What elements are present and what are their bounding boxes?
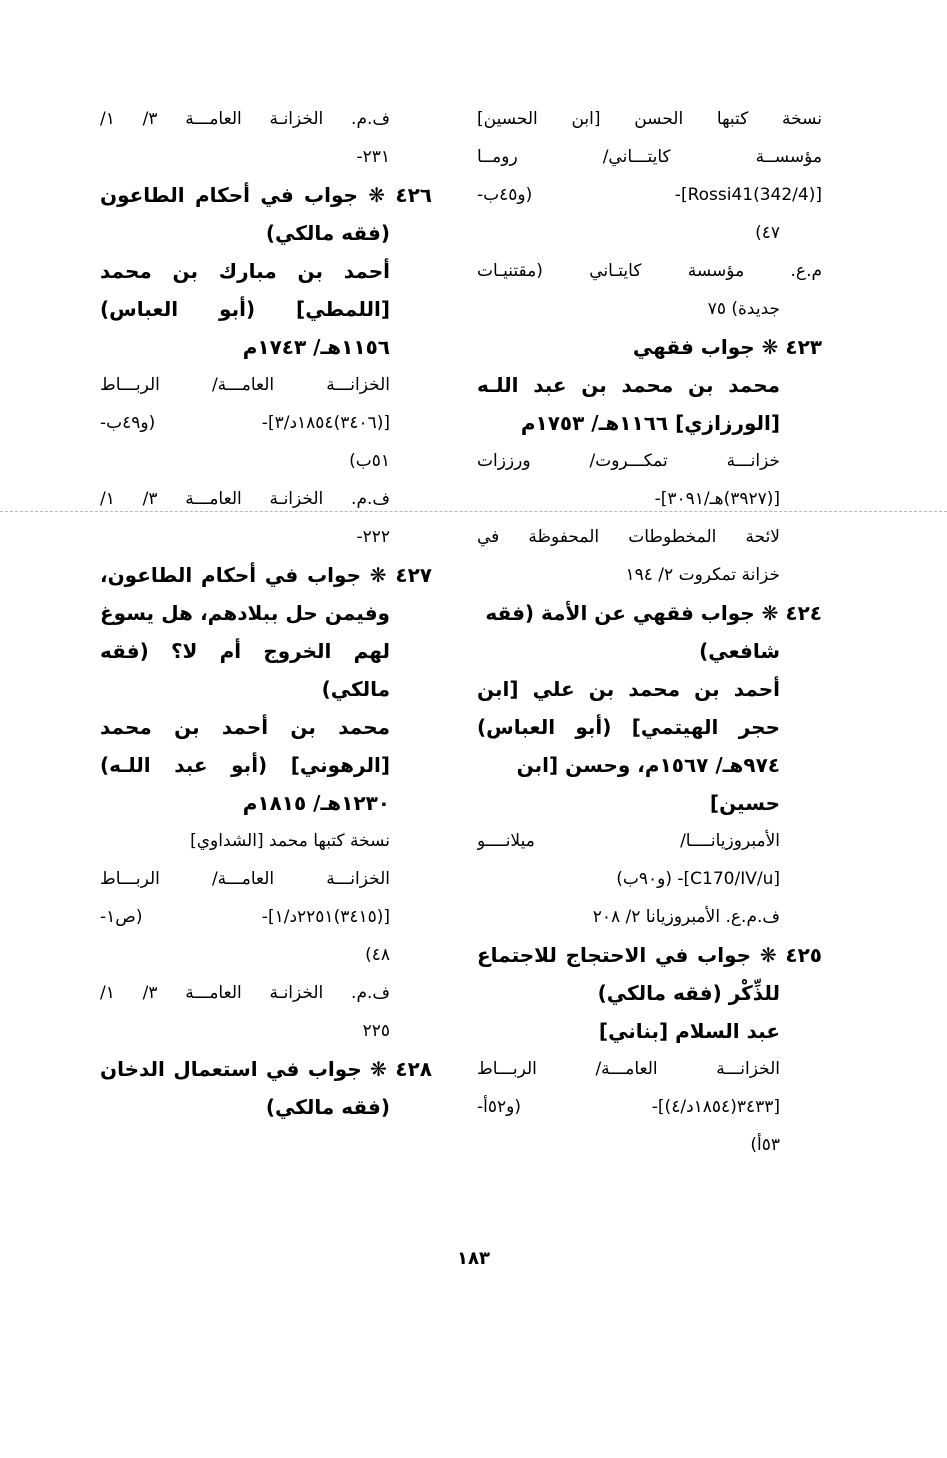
- entry-title: للذِّكْر (فقه مالكي): [597, 981, 780, 1005]
- holding-line: ٢٣١-: [356, 147, 390, 167]
- author-line: حسين]: [709, 791, 780, 815]
- author-line: محمد بن أحمد بن محمد: [100, 715, 390, 739]
- entry-title: لهم الخروج أم لا؟ (فقه: [100, 639, 390, 663]
- holding-line: [(٣٩٢٧)هـ/٣٠٩١]-: [654, 489, 780, 509]
- author-line: أحمد بن مبارك بن محمد: [100, 259, 390, 283]
- left-column: [100, 100, 432, 1126]
- holding-line: لائحة المخطوطات المحفوظة في: [477, 527, 780, 547]
- holding-line: الخزانـــة العامـــة/ الربـــاط: [477, 1059, 780, 1079]
- holding-line: ف.م. الخزانـة العامـــة ٣/ ١/: [100, 983, 390, 1003]
- entry-title: وفيمن حل ببلادهم، هل يسوغ: [100, 601, 390, 625]
- entry-title: ٤٢٤ ❋ جواب فقهي عن الأمة (فقه: [485, 601, 822, 625]
- author-line: [اللمطي] (أبو العباس): [100, 297, 390, 321]
- entry-title: ٤٢٥ ❋ جواب في الاحتجاج للاجتماع: [477, 943, 822, 967]
- holding-line: [C170/IV/u]- (و٩٠ب): [616, 869, 780, 889]
- holding-line: ٢٢٥: [362, 1021, 390, 1041]
- holding-line: نسخة كتبها الحسن [ابن الحسين]: [477, 109, 822, 129]
- holding-line: [(٣٤١٥)٢٢٥١د/١]- (ص١-: [100, 907, 390, 927]
- entry-title: ٤٢٨ ❋ جواب في استعمال الدخان: [100, 1057, 432, 1081]
- holding-line: ف.م. الخزانـة العامـــة ٣/ ١/: [100, 489, 390, 509]
- page-number: ١٨٣: [457, 1248, 490, 1269]
- holding-line: ٥٣أ): [750, 1135, 780, 1155]
- entry-title: ٤٢٣ ❋ جواب فقهي: [632, 335, 822, 359]
- holding-line: الأمبروزيانــــا/ ميلانــــو: [477, 831, 780, 851]
- holding-line: [٣٤٣٣(١٨٥٤د/٤)]- (و٥٢أ-: [477, 1097, 780, 1117]
- entry-title: ٤٢٦ ❋ جواب في أحكام الطاعون: [100, 183, 432, 207]
- author-line: أحمد بن محمد بن علي [ابن: [477, 677, 780, 701]
- holding-line: ٥١ب): [349, 451, 390, 471]
- holding-line: ٢٢٢-: [356, 527, 390, 547]
- holding-line: ٤٧): [755, 223, 780, 243]
- holding-line: خزانـــة تمكـــروت/ ورززات: [477, 451, 780, 471]
- right-column: [477, 100, 822, 1164]
- holding-line: م.ع. مؤسسة كايتـاني (مقتنيـات: [477, 261, 822, 281]
- author-line: ١١٥٦هـ/ ١٧٤٣م: [242, 335, 390, 359]
- author-line: ١٢٣٠هـ/ ١٨١٥م: [242, 791, 390, 815]
- entry-title: ٤٢٧ ❋ جواب في أحكام الطاعون،: [100, 563, 432, 587]
- holding-line: ف.م.ع. الأمبروزيانا ٢/ ٢٠٨: [592, 907, 780, 927]
- author-line: [الرهوني] (أبو عبد اللـه): [100, 753, 390, 777]
- author-line: [الورزازي] ١١٦٦هـ/ ١٧٥٣م: [520, 411, 780, 435]
- holding-line: الخزانـــة العامـــة/ الربـــاط: [100, 869, 390, 889]
- author-line: ٩٧٤هـ/ ١٥٦٧م، وحسن [ابن: [516, 753, 780, 777]
- holding-line: [Rossi41(342/4)]- (و٤٥ب-: [477, 185, 822, 205]
- entry-title: (فقه مالكي): [265, 1095, 390, 1119]
- entry-title: شافعي): [699, 639, 780, 663]
- holding-line: ٤٨): [365, 945, 390, 965]
- holding-line: نسخة كتبها محمد [الشداوي]: [190, 831, 390, 851]
- holding-line: ف.م. الخزانـة العامـــة ٣/ ١/: [100, 109, 390, 129]
- author-line: عبد السلام [بناني]: [598, 1019, 780, 1043]
- entry-title: مالكي): [321, 677, 390, 701]
- holding-line: [(٣٤٠٦)١٨٥٤د/٣]- (و٤٩ب-: [100, 413, 390, 433]
- author-line: محمد بن محمد بن عبد اللـه: [477, 373, 780, 397]
- author-line: حجر الهيتمي] (أبو العباس): [477, 715, 780, 739]
- holding-line: الخزانـــة العامـــة/ الربـــاط: [100, 375, 390, 395]
- holding-line: جديدة) ٧٥: [707, 299, 780, 319]
- holding-line: خزانة تمكروت ٢/ ١٩٤: [625, 565, 780, 585]
- entry-title: (فقه مالكي): [265, 221, 390, 245]
- holding-line: مؤسســة كايتـــاني/ رومــا: [477, 147, 822, 167]
